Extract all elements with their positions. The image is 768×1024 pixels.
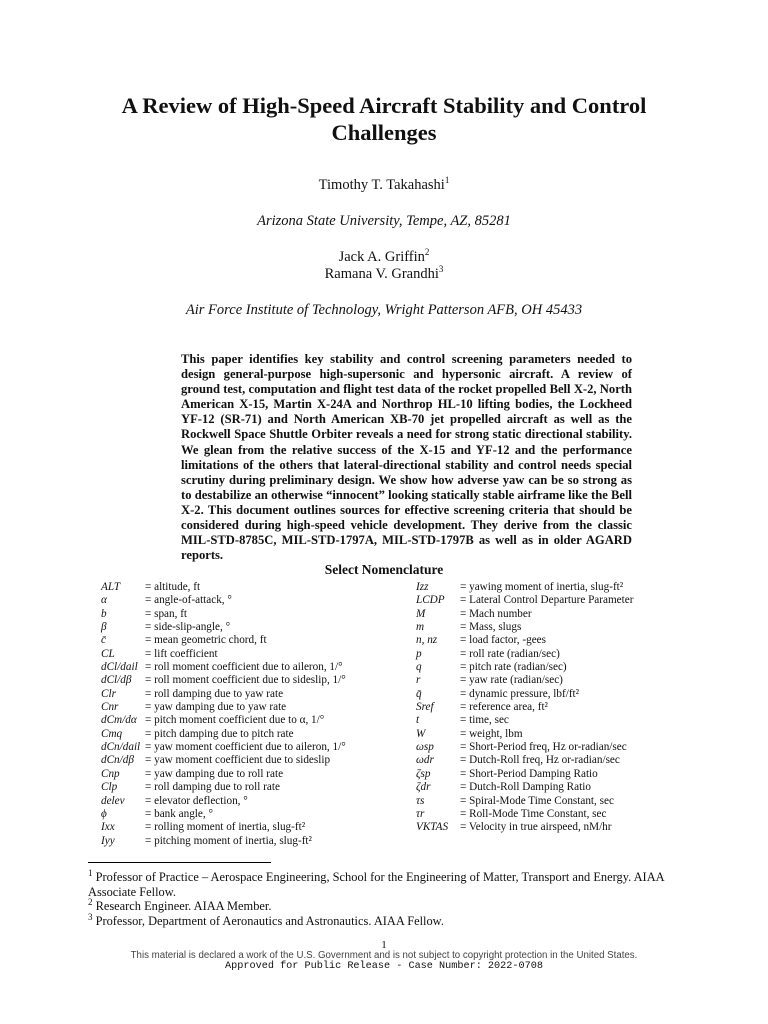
nomenclature-definition: = pitching moment of inertia, slug-ft² bbox=[145, 834, 312, 847]
nomenclature-definition: = mean geometric chord, ft bbox=[145, 634, 267, 647]
nomenclature-symbol: q̄ bbox=[416, 687, 422, 700]
nomenclature-row bbox=[416, 781, 633, 794]
nomenclature-definition: = roll moment coefficient due to aileron, 1/° bbox=[145, 661, 343, 674]
footnote-text: Research Engineer. AIAA Member. bbox=[92, 899, 272, 913]
nomenclature-symbol: ζsp bbox=[416, 767, 431, 780]
author-name: Timothy T. Takahashi bbox=[318, 177, 445, 193]
nomenclature-symbol: Cnp bbox=[101, 767, 120, 780]
nomenclature-row bbox=[416, 581, 633, 594]
author-2 bbox=[0, 249, 768, 266]
nomenclature-definition: = angle-of-attack, ° bbox=[145, 594, 232, 607]
nomenclature-symbol: ϕ bbox=[101, 807, 107, 820]
nomenclature-definition: = Velocity in true airspeed, nM/hr bbox=[460, 821, 612, 834]
nomenclature-symbol: c̄ bbox=[101, 634, 106, 647]
nomenclature-row bbox=[101, 754, 346, 767]
affiliation-2: Air Force Institute of Technology, Wright Patterson AFB, OH 45433 bbox=[185, 302, 583, 318]
nomenclature-row bbox=[416, 634, 633, 647]
nomenclature-symbol: Izz bbox=[416, 581, 429, 593]
nomenclature-symbol: dCl/dail bbox=[101, 661, 138, 674]
nomenclature-row bbox=[101, 741, 346, 754]
nomenclature-definition: = weight, lbm bbox=[460, 727, 523, 740]
nomenclature-symbol: Clp bbox=[101, 781, 118, 794]
nomenclature-definition: = yaw moment coefficient due to aileron, 1/° bbox=[145, 741, 346, 754]
nomenclature-definition: = dynamic pressure, lbf/ft² bbox=[460, 687, 580, 700]
footnote-mark: 3 bbox=[88, 911, 93, 922]
nomenclature-row bbox=[101, 768, 346, 781]
nomenclature-row bbox=[416, 741, 633, 754]
nomenclature-symbol: ALT bbox=[101, 581, 121, 593]
nomenclature-symbol: t bbox=[416, 714, 420, 727]
nomenclature-symbol: τs bbox=[416, 794, 425, 807]
nomenclature-row bbox=[416, 688, 633, 701]
nomenclature-row bbox=[101, 808, 346, 821]
nomenclature-definition: = Dutch-Roll Damping Ratio bbox=[460, 781, 591, 794]
author-name: Ramana V. Grandhi bbox=[324, 266, 439, 282]
nomenclature-definition: = roll rate (radian/sec) bbox=[460, 647, 560, 660]
nomenclature-symbol: VKTAS bbox=[416, 821, 449, 834]
nomenclature-definition: = pitch damping due to pitch rate bbox=[145, 727, 294, 740]
nomenclature-symbol: CL bbox=[101, 647, 115, 660]
author-1 bbox=[0, 177, 768, 194]
nomenclature-symbol: Sref bbox=[416, 701, 434, 714]
nomenclature-symbol: Cnr bbox=[101, 701, 119, 714]
nomenclature-symbol: τr bbox=[416, 807, 425, 820]
nomenclature-row bbox=[101, 648, 346, 661]
nomenclature-row bbox=[101, 608, 346, 621]
footnote-3 bbox=[88, 911, 688, 929]
nomenclature-row bbox=[101, 714, 346, 727]
nomenclature-definition: = time, sec bbox=[460, 714, 509, 727]
nomenclature-row bbox=[416, 701, 633, 714]
nomenclature-left-column bbox=[101, 581, 346, 848]
nomenclature-definition: = yaw damping due to roll rate bbox=[145, 767, 284, 780]
footnote-divider bbox=[88, 862, 271, 863]
nomenclature-row bbox=[101, 621, 346, 634]
nomenclature-row bbox=[416, 648, 633, 661]
nomenclature-row bbox=[416, 754, 633, 767]
copyright-notice: This material is declared a work of the U.S. Government and is not subject to copyright protection in the United States. bbox=[130, 950, 638, 961]
nomenclature-row bbox=[101, 701, 346, 714]
nomenclature-row bbox=[416, 594, 633, 607]
nomenclature-row bbox=[416, 621, 633, 634]
footnote-mark: 1 bbox=[444, 175, 450, 186]
footnote-mark: 1 bbox=[88, 867, 93, 878]
author-name: Jack A. Griffin bbox=[338, 249, 425, 265]
nomenclature-symbol: p bbox=[416, 647, 422, 660]
nomenclature-row bbox=[416, 728, 633, 741]
footnote-text: Professor, Department of Aeronautics and Astronautics. AIAA Fellow. bbox=[92, 914, 444, 928]
nomenclature-definition: = side-slip-angle, ° bbox=[145, 621, 231, 634]
nomenclature-definition: = Spiral-Mode Time Constant, sec bbox=[460, 794, 614, 807]
release-approval: Approved for Public Release - Case Number: 2022-0708 bbox=[225, 961, 543, 972]
nomenclature-symbol: Clr bbox=[101, 687, 116, 700]
footnote-mark: 3 bbox=[438, 264, 444, 275]
nomenclature-symbol: ωdr bbox=[416, 754, 434, 767]
nomenclature-symbol: dCn/dβ bbox=[101, 754, 134, 767]
nomenclature-symbol: dCn/dail bbox=[101, 741, 141, 754]
nomenclature-definition: = Dutch-Roll freq, Hz or-radian/sec bbox=[460, 754, 620, 767]
nomenclature-definition: = reference area, ft² bbox=[460, 701, 548, 714]
nomenclature-row bbox=[101, 634, 346, 647]
nomenclature-symbol: delev bbox=[101, 794, 125, 807]
nomenclature-definition: = lift coefficient bbox=[145, 647, 218, 660]
nomenclature-row bbox=[101, 688, 346, 701]
footnote-mark: 2 bbox=[88, 896, 93, 907]
nomenclature-definition: = roll moment coefficient due to sideslip, 1/° bbox=[145, 674, 346, 687]
nomenclature-definition: = Mass, slugs bbox=[460, 621, 522, 634]
nomenclature-symbol: β bbox=[101, 621, 107, 634]
page-number: 1 bbox=[381, 939, 387, 951]
nomenclature-definition: = yaw damping due to yaw rate bbox=[145, 701, 287, 714]
nomenclature-right-column bbox=[416, 581, 633, 835]
nomenclature-row bbox=[416, 714, 633, 727]
nomenclature-definition: = yaw moment coefficient due to sideslip bbox=[145, 754, 331, 767]
footnote-text: Professor of Practice – Aerospace Engineering, School for the Engineering of Matter, Transport and Energy. AIAA Associate Fellow. bbox=[88, 870, 664, 899]
paper-title: A Review of High-Speed Aircraft Stability and Control Challenges bbox=[121, 93, 647, 145]
nomenclature-definition: = pitch rate (radian/sec) bbox=[460, 661, 567, 674]
affiliation-1: Arizona State University, Tempe, AZ, 85281 bbox=[257, 213, 511, 229]
nomenclature-definition: = span, ft bbox=[145, 607, 188, 620]
nomenclature-symbol: dCm/dα bbox=[101, 714, 137, 727]
nomenclature-symbol: Cmq bbox=[101, 727, 123, 740]
abstract-text: This paper identifies key stability and control screening parameters needed to design general-purpose high-supersonic and hypersonic aircraft. A review of ground test, computation and flight test data of the rocket propelled Bell X-2, North American X-15, Martin X-24A and Northrop HL-10 lifting bodies, the Lockheed YF-12 (SR-71) and North American XB-70 jet propelled aircraft as well as the Rockwell Space Shuttle Orbiter reveals a need for strong static directional stability. We glean from the relative success of the X-15 and YF-12 and the performance limitations of the others that lateral-directional stability and control needs special scrutiny during preliminary design. We show how adverse yaw can be so strong as to destabilize an otherwise “innocent” looking statically stable airframe like the Bell X-2. This document outlines sources for effective screening criteria that should be considered during high-speed vehicle development. They derive from the classic MIL-STD-8785C, MIL-STD-1797A, MIL-STD-1797B as well as in older AGARD reports. bbox=[181, 352, 632, 563]
nomenclature-definition: = rolling moment of inertia, slug-ft² bbox=[145, 821, 306, 834]
nomenclature-row bbox=[101, 795, 346, 808]
nomenclature-symbol: ωsp bbox=[416, 741, 434, 754]
nomenclature-definition: = load factor, -gees bbox=[460, 634, 546, 647]
nomenclature-symbol: n, nz bbox=[416, 634, 438, 647]
footnote-mark: 2 bbox=[424, 247, 430, 258]
author-3 bbox=[0, 266, 768, 283]
abstract bbox=[181, 352, 632, 563]
nomenclature-row bbox=[416, 768, 633, 781]
nomenclature-symbol: ζdr bbox=[416, 781, 431, 794]
nomenclature-symbol: r bbox=[416, 674, 421, 687]
nomenclature-heading: Select Nomenclature bbox=[324, 562, 444, 577]
footnote-2 bbox=[88, 896, 688, 914]
nomenclature-row bbox=[101, 728, 346, 741]
nomenclature-symbol: LCDP bbox=[416, 594, 445, 607]
nomenclature-row bbox=[101, 781, 346, 794]
nomenclature-definition: = Mach number bbox=[460, 607, 532, 620]
nomenclature-definition: = altitude, ft bbox=[145, 581, 201, 593]
nomenclature-row bbox=[101, 581, 346, 594]
nomenclature-row bbox=[416, 808, 633, 821]
nomenclature-symbol: α bbox=[101, 594, 107, 607]
nomenclature-definition: = bank angle, ° bbox=[145, 807, 213, 820]
nomenclature-definition: = Roll-Mode Time Constant, sec bbox=[460, 807, 607, 820]
nomenclature-definition: = Short-Period freq, Hz or-radian/sec bbox=[460, 741, 627, 754]
nomenclature-row bbox=[101, 821, 346, 834]
nomenclature-row bbox=[101, 661, 346, 674]
nomenclature-symbol: q bbox=[416, 661, 422, 674]
nomenclature-row bbox=[101, 835, 346, 848]
nomenclature-definition: = Short-Period Damping Ratio bbox=[460, 767, 598, 780]
nomenclature-definition: = Lateral Control Departure Parameter bbox=[460, 594, 634, 607]
nomenclature-definition: = elevator deflection, ° bbox=[145, 794, 248, 807]
nomenclature-definition: = roll damping due to yaw rate bbox=[145, 687, 284, 700]
nomenclature-symbol: dCl/dβ bbox=[101, 674, 132, 687]
nomenclature-symbol: M bbox=[416, 607, 426, 620]
nomenclature-definition: = yaw rate (radian/sec) bbox=[460, 674, 563, 687]
nomenclature-row bbox=[416, 608, 633, 621]
nomenclature-definition: = roll damping due to roll rate bbox=[145, 781, 280, 794]
nomenclature-symbol: b bbox=[101, 607, 107, 620]
nomenclature-row bbox=[416, 674, 633, 687]
nomenclature-symbol: W bbox=[416, 727, 426, 740]
nomenclature-symbol: Iyy bbox=[101, 834, 115, 847]
nomenclature-symbol: m bbox=[416, 621, 425, 634]
nomenclature-row bbox=[101, 594, 346, 607]
nomenclature-row bbox=[416, 661, 633, 674]
nomenclature-symbol: Ixx bbox=[101, 821, 115, 834]
nomenclature-row bbox=[416, 821, 633, 834]
nomenclature-definition: = yawing moment of inertia, slug-ft² bbox=[460, 581, 624, 593]
nomenclature-row bbox=[101, 674, 346, 687]
nomenclature-definition: = pitch moment coefficient due to α, 1/° bbox=[145, 714, 325, 727]
footnote-1 bbox=[88, 867, 688, 899]
nomenclature-row bbox=[416, 795, 633, 808]
